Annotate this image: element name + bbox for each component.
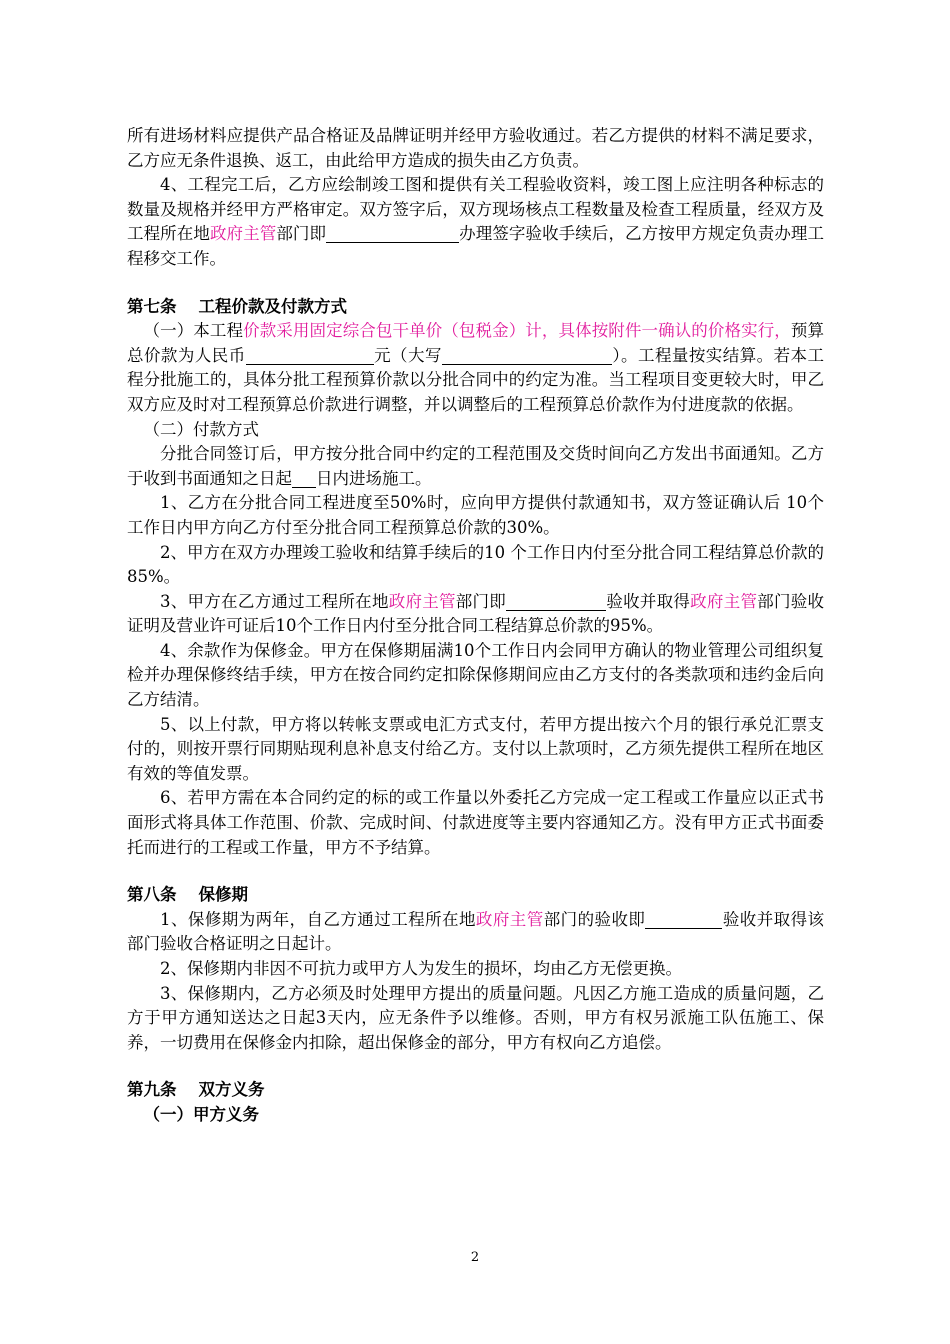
article7-section2-intro <box>127 442 824 491</box>
article7-section2-title: （二）付款方式 <box>143 419 259 439</box>
page-number: 2 <box>470 1250 480 1265</box>
text-run: 4、工程完工后，乙方应绘制竣工图和提供有关工程验收资料，竣工图上应注明各种标志的数量及规格并经甲方严格审定。双方签字后，双方现场核点工程数量及检查工程质量，经双方及工程所在地 <box>127 175 824 244</box>
text-run: 1、保修期为两年，自乙方通过工程所在地 <box>160 909 476 929</box>
article8-heading <box>127 883 824 908</box>
article-number: 第七条 <box>127 296 177 316</box>
article9-heading <box>127 1078 824 1103</box>
highlighted-text: 政府主管 <box>690 591 758 611</box>
article8-item3: 3、保修期内，乙方必须及时处理甲方提出的质量问题。凡因乙方施工造成的质量问题，乙方于甲方通知送达之日起3天内，应无条件予以维修。否则，甲方有权另派施工队伍施工、保养，一切费用在保修金内扣除，超出保修金的部分，甲方有权向乙方追偿。 <box>127 983 824 1052</box>
article7-item6: 6、若甲方需在本合同约定的标的或工作量以外委托乙方完成一定工程或工作量应以正式书面形式将具体工作范围、价款、完成时间、付款进度等主要内容通知乙方。没有甲方正式书面委托而进行的工程或工作量，甲方不予结算。 <box>127 788 824 857</box>
fill-in-blank <box>506 593 606 611</box>
text-run: ）。工程量按实结算。若本工程分批施工的，具体分批工程预算价款以分批合同中的约定为准。当工程项目变更较大时，甲乙双方应及时对工程预算总价款进行调整，并以调整后的工程预算总价款作为付进度款的依据。 <box>127 345 825 414</box>
fill-in-blank <box>442 347 612 365</box>
article7-item2: 2、甲方在双方办理竣工验收和结算手续后的10 个工作日内付至分批合同工程结算总价款的85%。 <box>127 542 824 587</box>
highlighted-text: 政府主管 <box>209 224 277 244</box>
fill-in-blank <box>326 225 459 243</box>
article8-item2: 2、保修期内非因不可抗力或甲方人为发生的损坏，均由乙方无偿更换。 <box>160 959 682 978</box>
highlighted-text: 政府主管 <box>388 591 456 611</box>
fill-in-blank <box>292 470 316 488</box>
article-number: 第九条 <box>127 1080 177 1100</box>
article9-subheading: （一）甲方义务 <box>143 1104 259 1124</box>
highlighted-text: 政府主管 <box>475 909 544 929</box>
article7-item1: 1、乙方在分批合同工程进度至50%时，应向甲方提供付款通知书，双方签证确认后 10个工作日内甲方向乙方付至分批合同工程预算总价款的30%。 <box>127 493 824 537</box>
text-run: 验收并取得该部门验收合格证明之日起计。 <box>127 909 825 954</box>
text-run: 验收并取得 <box>606 591 691 611</box>
paragraph-materials: 所有进场材料应提供产品合格证及品牌证明并经甲方验收通过。若乙方提供的材料不满足要求，乙方应无条件退换、返工，由此给甲方造成的损失由乙方负责。 <box>127 126 824 170</box>
text-run: 部门即 <box>276 224 327 244</box>
fill-in-blank <box>645 911 722 929</box>
highlighted-text: 价款采用固定综合包干单价（包税金）计，具体按附件一确认的价格实行， <box>243 321 791 341</box>
article7-section1 <box>127 319 824 417</box>
text-run: 部门的验收即 <box>543 909 646 929</box>
fill-in-blank <box>246 347 374 365</box>
article7-item4: 4、余款作为保修金。甲方在保修期届满10个工作日内会同甲方确认的物业管理公司组织复检并办理保修终结手续，甲方在按合同约定扣除保修期间应由乙方支付的各类款项和违约金后向乙方结清。 <box>127 640 824 710</box>
text-run: 部门验收证明及营业许可证后10个工作日内付至分批合同工程结算总价款的95%。 <box>127 591 825 636</box>
article7-heading <box>127 295 824 320</box>
article-number: 第八条 <box>127 885 177 905</box>
article8-item1 <box>127 908 824 957</box>
page-content <box>127 124 824 1128</box>
article-title: 工程价款及付款方式 <box>198 296 347 316</box>
text-run: 元（大写 <box>373 345 442 365</box>
text-run: 日内进场施工。 <box>316 468 432 488</box>
article-title: 双方义务 <box>198 1080 265 1100</box>
text-run: （一）本工程 <box>143 321 244 341</box>
text-run: 预算总价款为人民币 <box>127 321 825 365</box>
text-run: 办理签字验收手续后，乙方按甲方规定负责办理工程移交工作。 <box>127 224 825 268</box>
paragraph-completion <box>127 173 824 271</box>
text-run: 部门即 <box>455 591 507 611</box>
text-run: 分批合同签订后，甲方按分批合同中约定的工程范围及交货时间向乙方发出书面通知。乙方于收到书面通知之日起 <box>127 444 824 488</box>
article7-item5: 5、以上付款，甲方将以转帐支票或电汇方式支付，若甲方提出按六个月的银行承兑汇票支付的，则按开票行同期贴现利息补息支付给乙方。支付以上款项时，乙方须先提供工程所在地区有效的等值发票。 <box>127 714 824 783</box>
text-run: 3、甲方在乙方通过工程所在地 <box>160 591 389 611</box>
article-title: 保修期 <box>198 885 248 905</box>
article7-item3 <box>127 590 824 639</box>
